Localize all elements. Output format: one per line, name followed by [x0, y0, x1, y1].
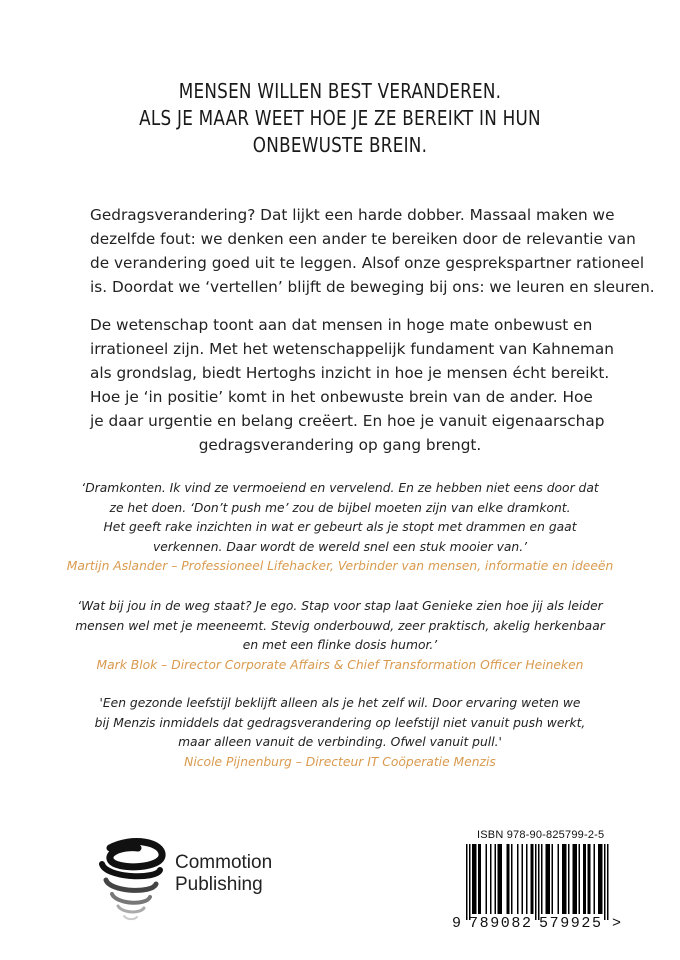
barcode-bar [541, 844, 543, 914]
barcode-bar [576, 844, 578, 914]
barcode-bar [499, 844, 501, 914]
barcode-bar [526, 844, 528, 914]
barcode-bar [579, 844, 581, 914]
paragraph-line: is. Doordat we ‘vertellen’ blijft de beweging bij ons: we leuren en sleuren. [90, 278, 655, 296]
barcode-quiet-zone-mark: > [612, 915, 622, 932]
quote-line: 'Een gezonde leefstijl beklijft alleen als je het zelf wil. Door ervaring weten we [99, 696, 581, 710]
barcode-guard-bar [607, 844, 609, 920]
paragraph-line: dezelfde fout: we denken een ander te bereiken door de relevantie van [90, 230, 636, 248]
barcode-bar [475, 844, 477, 914]
quote-attribution: Nicole Pijnenburg – Directeur IT Coöperatie Menzis [184, 754, 496, 769]
quote-line: verkennen. Daar wordt de wereld snel een stuk mooier van.’ [152, 539, 528, 554]
barcode-bar [495, 844, 497, 914]
barcode-bar [501, 844, 503, 914]
barcode-right-digits: 579925 [539, 915, 603, 932]
barcode-bar [508, 844, 510, 914]
barcode-bar [552, 844, 554, 914]
publisher-name-line-1: Commotion [175, 852, 273, 873]
barcode-first-digit: 9 [452, 915, 462, 932]
quote-attribution: Martijn Aslander – Professioneel Lifehacker, Verbinder van mensen, informatie en ideeën [66, 559, 614, 573]
barcode-bar [573, 844, 575, 914]
quote-line: bij Menzis inmiddels dat gedragsverandering op leefstijl niet vanuit push werkt, [94, 715, 586, 730]
headline [61, 78, 619, 159]
paragraph-line: als grondslag, biedt Hertoghs inzicht in hoe je mensen écht bereikt. [90, 364, 610, 382]
publisher-name-line-2: Publishing [175, 874, 263, 895]
quote-attribution: Mark Blok – Director Corporate Affairs & Chief Transformation Officer Heineken [96, 657, 584, 672]
paragraph-line: je daar urgentie en belang creëert. En hoe je vanuit eigenaarschap [90, 412, 605, 430]
quote-line: Het geeft rake inzichten in wat er gebeurt als je stopt met drammen en gaat [103, 520, 577, 534]
barcode-bar [480, 844, 482, 914]
barcode-bar [474, 844, 476, 914]
barcode-bar [511, 844, 513, 914]
barcode-bar [601, 844, 603, 914]
barcode-bar [589, 844, 591, 914]
barcode-bar [507, 844, 509, 914]
barcode-bar [583, 844, 585, 914]
barcode-bar [558, 844, 560, 914]
barcode-bar [517, 844, 519, 914]
barcode-bar [568, 844, 570, 914]
barcode-left-digits: 789082 [469, 915, 533, 932]
barcode-bar [522, 844, 524, 914]
science-paragraph [90, 313, 614, 457]
headline-line-2: ALS JE MAAR WEET HOE JE ZE BEREIKT IN HUN [139, 106, 541, 130]
barcode-bar [531, 844, 533, 914]
barcode-bar [549, 844, 551, 914]
barcode-bar [532, 844, 534, 914]
publisher-logo [92, 834, 292, 924]
barcode-bar [472, 844, 474, 914]
barcode-bar [574, 844, 576, 914]
intro-paragraph [90, 203, 655, 299]
endorsement-quote-aslander [60, 479, 620, 577]
barcode-bar [564, 844, 566, 914]
quote-line: mensen wel met je meeneemt. Stevig onderbouwd, zeer praktisch, akelig herkenbaar [75, 618, 605, 633]
barcode-bar [565, 844, 567, 914]
paragraph-line: irrationeel zijn. Met het wetenschappelijk fundament van Kahneman [90, 340, 614, 358]
isbn-barcode [452, 829, 628, 939]
quote-line: maar alleen vanuit de verbinding. Ofwel vanuit pull.' [178, 735, 502, 749]
endorsement-quote-blok [60, 597, 620, 675]
publisher-name [175, 852, 272, 896]
quote-line: ze het doen. ‘Don’t push me’ zou de bijbel moeten zijn van elke dramkont. [109, 500, 571, 515]
spiral-swirl-logo-icon [92, 834, 172, 924]
barcode-guard-bar [466, 844, 468, 920]
paragraph-line: gedragsverandering op gang brengt. [198, 436, 482, 454]
paragraph-line: de verandering goed uit te leggen. Alsof onze gesprekspartner rationeel [90, 254, 645, 272]
isbn-label: ISBN 978-90-825799-2-5 [477, 829, 605, 841]
barcode-bar [585, 844, 587, 914]
barcode-bar [600, 844, 602, 914]
headline-line-1: MENSEN WILLEN BEST VERANDEREN. [178, 79, 502, 103]
endorsement-quote-pijnenburg [60, 694, 620, 772]
barcode-guard-bar [535, 844, 537, 920]
barcode-bar [486, 844, 488, 914]
barcode-bar [490, 844, 492, 914]
barcode-bar [598, 844, 600, 914]
paragraph-line: Gedragsverandering? Dat lijkt een harde dobber. Massaal maken we [90, 206, 615, 224]
paragraph-line: Hoe je ‘in positie’ komt in het onbewuste brein van de ander. Hoe [90, 388, 593, 406]
barcode-guard-bar [469, 844, 471, 920]
barcode-bars [452, 844, 628, 920]
barcode-bar [594, 844, 596, 914]
barcode-bar [562, 844, 564, 914]
barcode-bar [547, 844, 549, 914]
barcode-bar [546, 844, 548, 914]
paragraph-line: De wetenschap toont aan dat mensen in hoge mate onbewust en [90, 316, 593, 334]
barcode-guard-bar [604, 844, 606, 920]
barcode-bar [478, 844, 480, 914]
quote-line: en met een flinke dosis humor.’ [242, 638, 438, 652]
barcode-bar [498, 844, 500, 914]
quote-line: ‘Dramkonten. Ik vind ze vermoeiend en vervelend. En ze hebben niet eens door dat [81, 481, 599, 495]
barcode-bar [588, 844, 590, 914]
quote-line: ‘Wat bij jou in de weg staat? Je ego. Stap voor stap laat Genieke zien hoe jij als leider [77, 599, 603, 613]
barcode-guard-bar [538, 844, 540, 920]
headline-line-3: ONBEWUSTE BREIN. [252, 133, 428, 157]
